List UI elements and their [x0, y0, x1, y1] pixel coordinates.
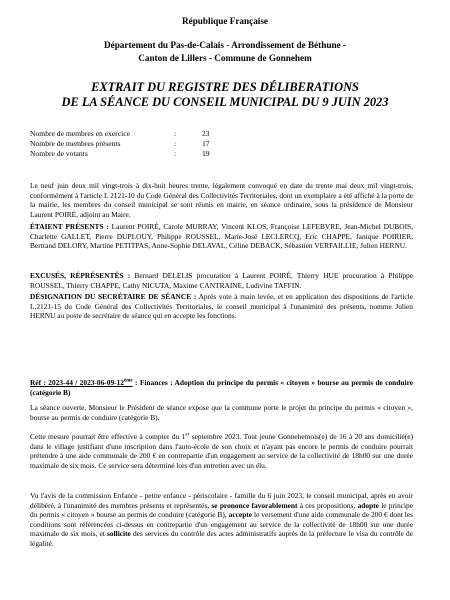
reference-number: Réf : 2023-44 / 2023-06-09-12 — [30, 378, 125, 387]
members-colon: : — [174, 149, 177, 158]
members-value: 17 — [202, 139, 210, 148]
secretaire-text: Après vote à main levée, et en application des dispositions de l'article L.2121-15 du Code Général des Collectivités Territoriales, le conseil municipal à l'unanimité des présents, nomme Julien HERNU au poste de secrétaire de séance qui en accepte les fonctions. — [30, 292, 413, 321]
title-line-1: EXTRAIT DU REGISTRE DES DÉLIBERATIONS — [91, 80, 359, 94]
decision-bold-1: se prononce favorablement — [211, 500, 298, 510]
mesure-text-start: Cette mesure pourrait être effective à compter du 1 — [30, 432, 186, 441]
decision-bold-4: sollicite — [107, 529, 131, 539]
mesure-paragraph — [30, 432, 413, 470]
title-line-2: DE LA SÉANCE DU CONSEIL MUNICIPAL DU 9 JUIN 2023 — [61, 95, 389, 109]
members-row — [30, 139, 210, 149]
reference-sup: ème — [124, 378, 133, 384]
decision-text-3: le principe du permis « citoyen » bourse au permis de conduire (catégorie B), — [30, 500, 413, 520]
presents-text: Laurent POIRÉ, Carole MURRAY, Vincent KLOS, Françoise LEFEBVRE, Jean-Michel DUBOIS, Charlette GALLET, Pierre DUPLOUY, Philippe ROUSSEL, Marie-José LECLERCQ, Eric CHAPPE, Janique POIRIER, Bertrand DELORY, Martine PETITPAS, Anne-Sophie DELAVAL, Céline DEBACK, Sébastien VERFAILLIE, Julien HERNU. — [30, 222, 413, 251]
presents-label: ÉTAIENT PRÉSENTS : — [30, 222, 109, 231]
secretaire-paragraph — [30, 292, 413, 321]
members-row — [30, 149, 210, 159]
excuses-paragraph — [30, 271, 413, 290]
department-heading — [0, 39, 450, 65]
reference-label — [30, 378, 133, 387]
members-value: 23 — [202, 129, 210, 138]
decision-bold-2: adopte — [357, 500, 379, 510]
intro-paragraph — [30, 181, 413, 219]
presents-paragraph — [30, 222, 413, 251]
decision-text-2: à ces propositions, — [297, 500, 358, 510]
members-value: 19 — [202, 149, 210, 158]
intro-text: Le neuf juin deux mil vingt-trois à dix-huit heures trente, légalement convoqué en date du trente mai deux mil vingt-trois, conformément à l'article L 2121-10 du Code Général des Collectivités Territoriales, dont un exemplaire a été affiché à la porte de la mairie, les membres du conseil municipal se sont réunis en mairie, en séance ordinaire, sous la présidence de Monsieur Laurent POIRÉ, adjoint au Maire. — [30, 181, 413, 219]
members-colon: : — [174, 129, 177, 138]
secretaire-label: DÉSIGNATION DU SECRÉTAIRE DE SÉANCE : — [30, 292, 197, 301]
decision-paragraph — [30, 491, 413, 549]
mesure-text-end: septembre 2023. Tout jeune Gonnehemois(e) de 16 à 20 ans domicilié(e) dans le village justifiant d'une inscription dans l'auto-école de son choix et n'ayant pas encore le permis de conduire pourrait prétendre à une aide communale de 200 € en contrepartie d'un engagement au service de la collectivité de 18h00 sur une durée maximale de six mois. Ce service sera déterminé lors d'un entretien avec un élu. — [30, 432, 413, 470]
department-line-1: Département du Pas-de-Calais - Arrondissement de Béthune - — [103, 40, 346, 50]
members-row — [30, 129, 210, 139]
decision-text-4: le versement d'une aide communale de 200 € dont les conditions sont référencées ci-dessus en contrepartie d'un engagement au service de la collectivité de 18h00 sur une durée maximale de six mois, et — [30, 510, 413, 539]
members-label: Nombre de votants — [30, 149, 88, 158]
seance-paragraph — [30, 403, 413, 422]
mesure-sup: er — [185, 432, 190, 438]
members-label: Nombre de membres présents — [30, 139, 121, 148]
department-line-2: Canton de Lillers - Commune de Gonnehem — [138, 53, 312, 63]
members-label: Nombre de membres en exercice — [30, 129, 130, 138]
decision-text-5: des services du contrôle des actes administratifs auprès de la préfecture le visa du contrôle de légalité. — [30, 529, 413, 548]
reference-paragraph — [30, 378, 413, 397]
reference-colon: : — [135, 378, 138, 387]
decision-bold-3: accepte — [228, 510, 253, 520]
members-count-table — [30, 129, 210, 159]
reference-title: Finances : Adoption du principe du permis « citoyen » bourse au permis de conduire (catégorie B) — [30, 378, 413, 397]
members-colon: : — [174, 139, 177, 148]
document-title — [0, 80, 450, 110]
seance-text: La séance ouverte, Monsieur le Président de séance expose que la commune porte le projet du principe du permis « citoyen », bourse au permis de conduire (catégorie B). — [30, 403, 413, 422]
excuses-text: Bernard DELELIS procuration à Laurent POIRÉ, Thierry HUE procuration à Philippe ROUSSEL, Thierry CHAPPE, Cathy NICUTA, Maxime CANTRAINE, Ludivine TAFFIN. — [30, 271, 413, 290]
decision-text-1: Vu l'avis de la commission Enfance - petite enfance - périscolaire - famille du 6 juin 2023, le conseil municipal, après en avoir délibéré, à l'unanimité des membres présents et représentés, — [30, 491, 413, 510]
republique-heading: République Française — [181, 16, 268, 26]
excuses-label: EXCUSÉS, RÉPRÉSENTÉS : — [30, 271, 131, 280]
